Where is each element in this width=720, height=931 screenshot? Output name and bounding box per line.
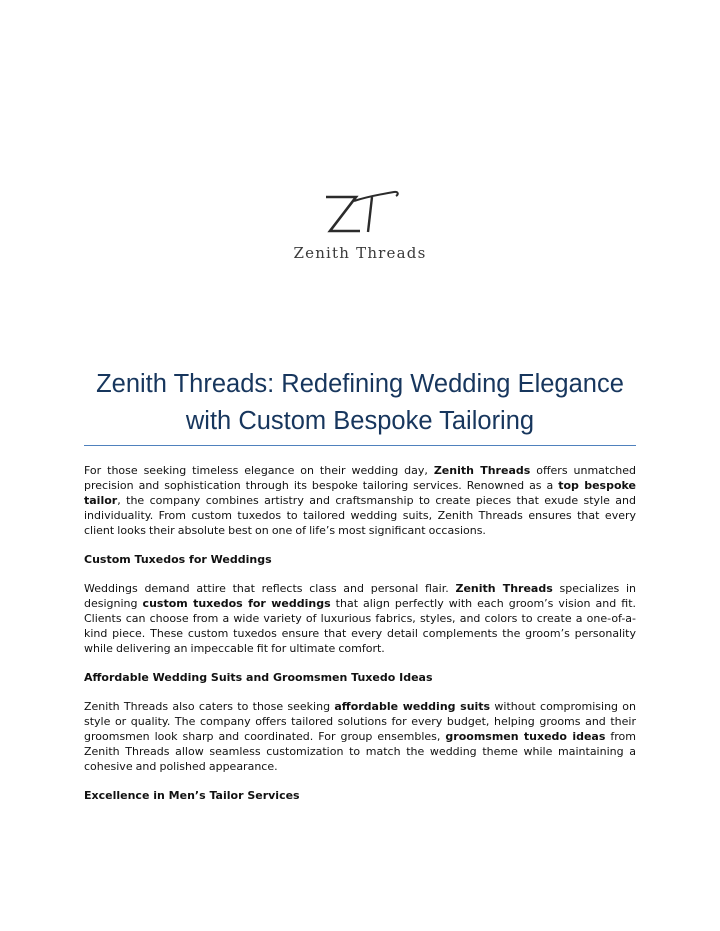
section-heading-tailor-services: Excellence in Men’s Tailor Services — [84, 789, 300, 802]
intro-paragraph: For those seeking timeless elegance on their wedding day, Zenith Threads offers unmatched precision and sophistication through its bespoke tailoring services. Renowned as a top bespoke tailor, the company combines artistry and craftsmanship to create pieces that exude style and individuality. From custom tuxedos to tailored wedding suits, Zenith Threads ensures that every client looks their absolute best on one of life’s most significant occasions. — [84, 464, 636, 537]
brand-logo — [260, 188, 460, 268]
section-heading-custom-tuxedos: Custom Tuxedos for Weddings — [84, 553, 272, 566]
section-heading-affordable-suits: Affordable Wedding Suits and Groomsmen Tuxedo Ideas — [84, 671, 433, 684]
custom-tuxedos-paragraph: Weddings demand attire that reflects class and personal flair. Zenith Threads specializes in designing custom tuxedos for weddings that align perfectly with each groom’s vision and fit. Clients can choose from a wide variety of luxurious fabrics, styles, and colors to create a one-of-a-kind piece. These custom tuxedos ensure that every detail complements the groom’s personality while delivering an impeccable fit for ultimate comfort. — [84, 582, 637, 655]
zt-monogram-icon — [320, 188, 400, 236]
page-title: Zenith Threads: Redefining Wedding Elegance with Custom Bespoke Tailoring — [96, 370, 624, 435]
affordable-suits-paragraph: Zenith Threads also caters to those seeking affordable wedding suits without compromising on style or quality. The company offers tailored solutions for every budget, helping grooms and their groomsmen look sharp and coordinated. For group ensembles, groomsmen tuxedo ideas from Zenith Threads allow seamless customization to match the wedding theme while maintaining a cohesive and polished appearance. — [84, 700, 637, 773]
document-body — [84, 463, 636, 803]
logo-monogram — [260, 188, 261, 189]
logo-brand-name: Zenith Threads — [293, 244, 427, 262]
title-divider — [84, 445, 636, 446]
